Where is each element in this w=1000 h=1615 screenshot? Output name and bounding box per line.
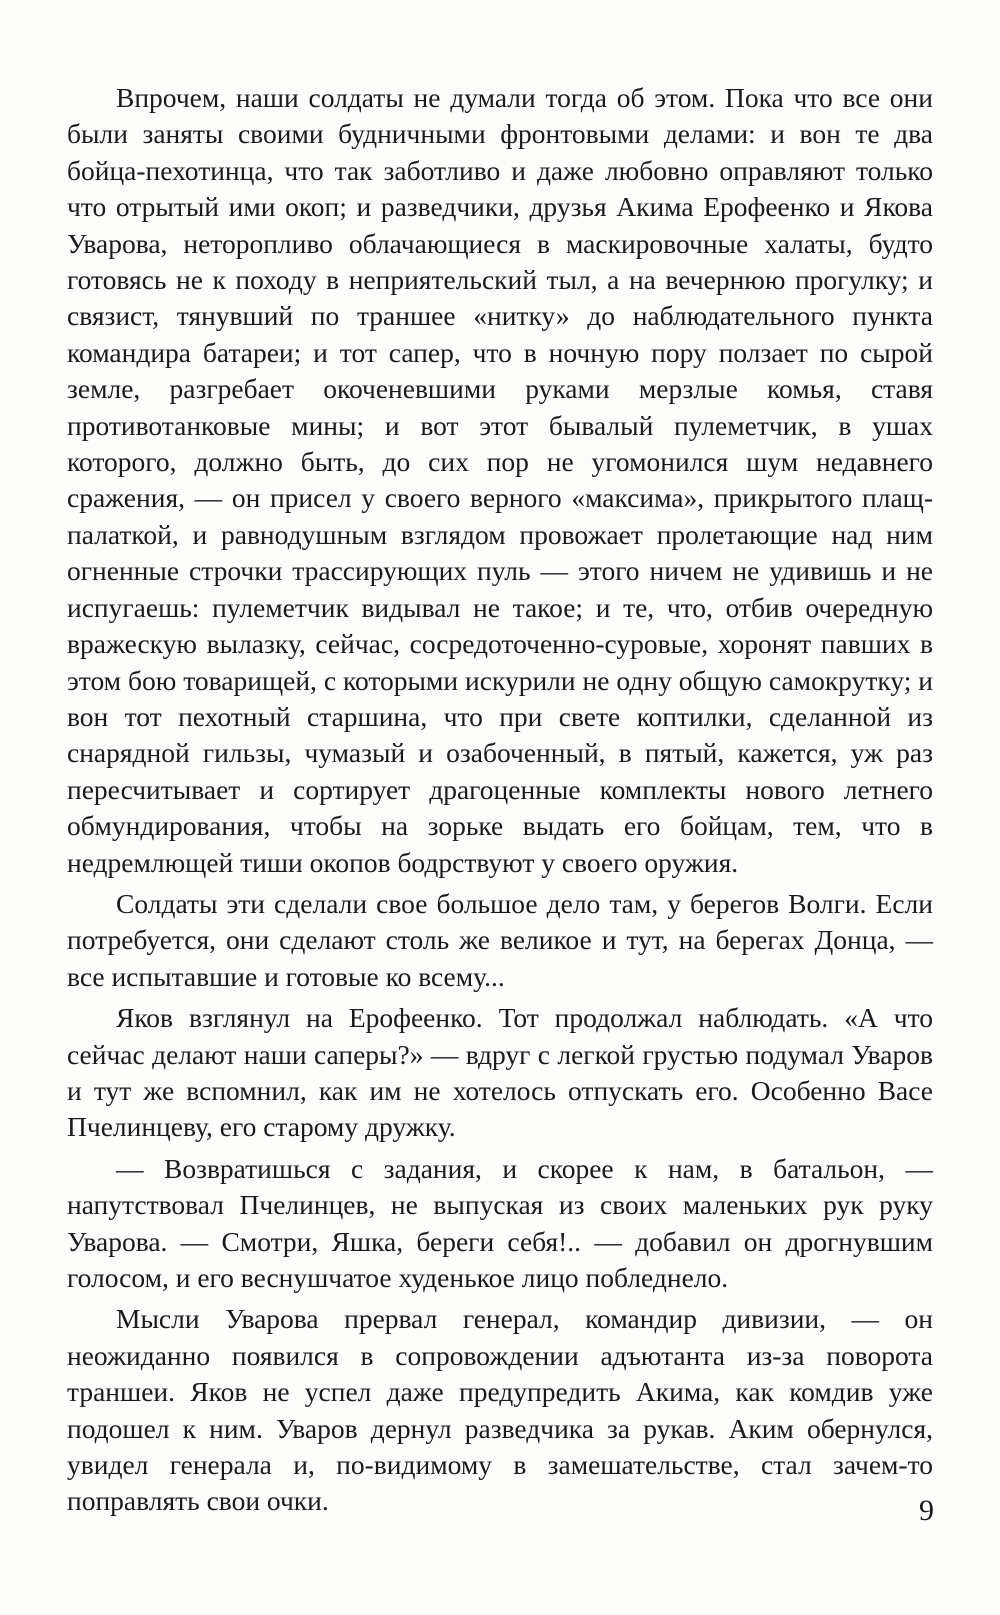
page-number: 9: [919, 1494, 934, 1527]
paragraph-2: Солдаты эти сделали свое большое дело там, у берегов Волги. Если потребуется, они сделают столь же великое и тут, на берегах Донца, — все испытавшие и готовые ко всему...: [67, 887, 933, 992]
paragraph-1: Впрочем, наши солдаты не думали тогда об этом. Пока что все они были заняты своими будничными фронтовыми делами: и вон те два бойца-пехотинца, что так заботливо и даже любовно оправляют только что отрытый ими окоп; и разведчики, друзья Акима Ерофеенко и Якова Уварова, неторопливо облачающиеся в маскировочные халаты, будто готовясь не к походу в неприятельский тыл, а на вечернюю прогулку; и связист, тянувший по траншее «нитку» до наблюдательного пункта командира батареи; и тот сапер, что в ночную пору ползает по сырой земле, разгребает окоченевшими руками мерзлые комья, ставя противотанковые мины; и вот этот бывалый пулеметчик, в ушах которого, должно быть, до сих пор не угомонился шум недавнего сражения, — он присел у своего верного «максима», прикрытого плащ-палаткой, и равнодушным взглядом провожает пролетающие над ним огненные строчки трассирующих пуль — этого ничем не удивишь и не испугаешь: пулеметчик видывал не такое; и те, что, отбив очередную вражескую вылазку, сейчас, сосредоточенно-суровые, хоронят павших в этом бою товарищей, с которыми искурили не одну общую самокрутку; и вон тот пехотный старшина, что при свете коптилки, сделанной из снарядной гильзы, чумазый и озабоченный, в пятый, кажется, уж раз пересчитывает и сортирует драгоценные комплекты нового летнего обмундирования, чтобы на зорьке выдать его бойцам, тем, что в недремлющей тиши окопов бодрствуют у своего оружия.: [67, 82, 933, 878]
paragraph-5: Мысли Уварова прервал генерал, командир дивизии, — он неожиданно появился в сопровождении адъютанта из-за поворота траншеи. Яков не успел даже предупредить Акима, как комдив уже подошел к ним. Уваров дернул разведчика за рукав. Аким обернулся, увидел генерала и, по-видимому в замешательстве, стал зачем-то поправлять свои очки.: [67, 1303, 933, 1517]
body-text: [67, 80, 933, 1520]
paragraph-4: — Возвратишься с задания, и скорее к нам, в батальон, — напутствовал Пчелинцев, не выпуская из своих маленьких рук руку Уварова. — Смотри, Яшка, береги себя!.. — добавил он дрогнувшим голосом, и его веснушчатое худенькое лицо побледнело.: [67, 1152, 933, 1293]
paragraph-3: Яков взглянул на Ерофеенко. Тот продолжал наблюдать. «А что сейчас делают наши саперы?» — вдруг с легкой грустью подумал Уваров и тут же вспомнил, как им не хотелось отпускать его. Особенно Васе Пчелинцеву, его старому дружку.: [67, 1002, 933, 1143]
